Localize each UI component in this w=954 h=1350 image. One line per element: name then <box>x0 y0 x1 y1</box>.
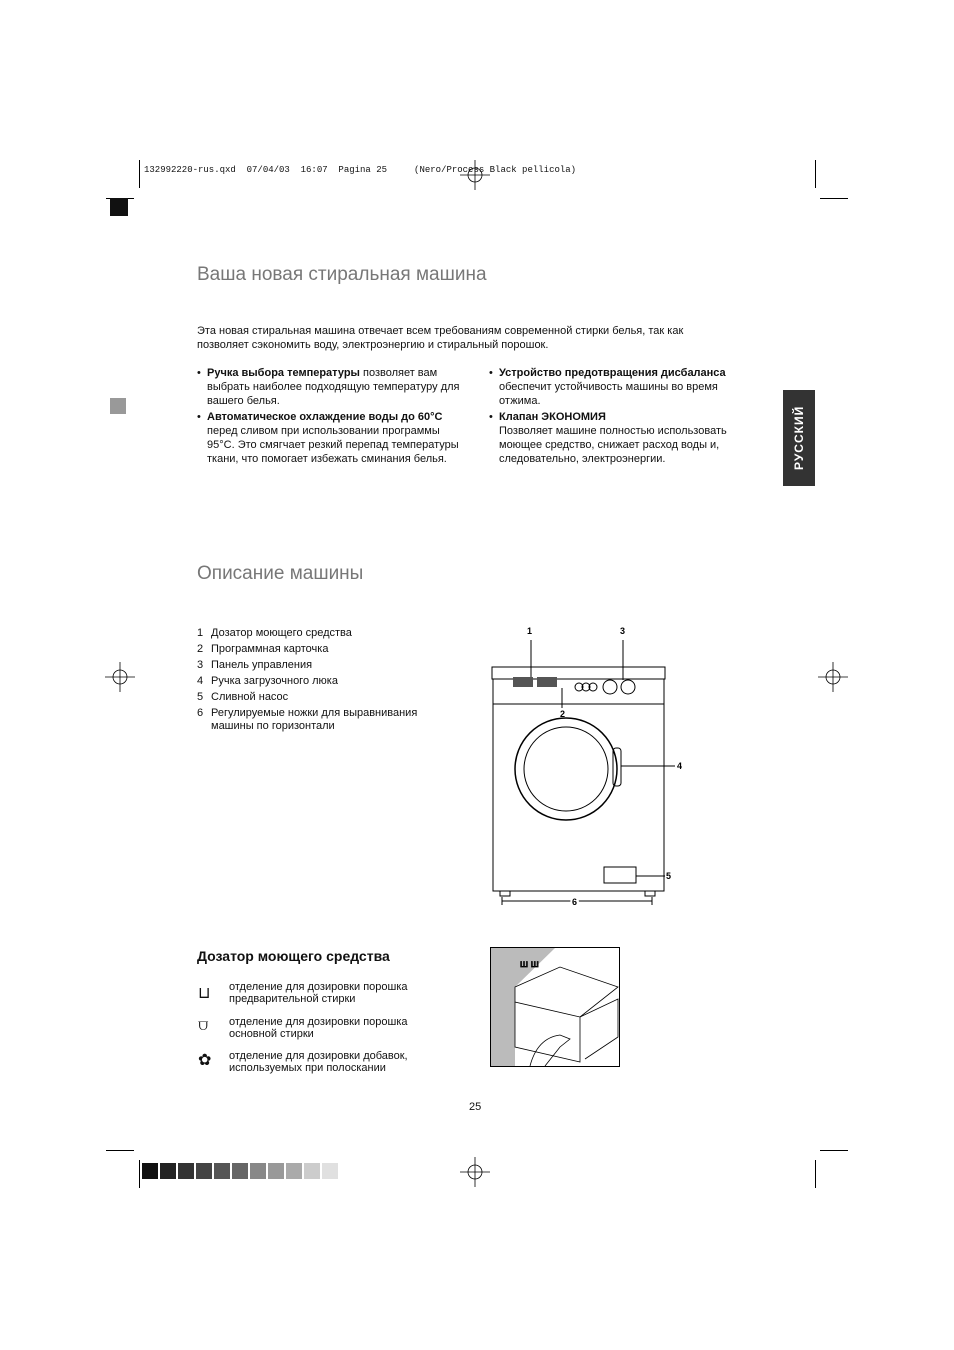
dispenser-item: отделение для дозировки порошка предварительной стирки <box>229 981 408 1005</box>
color-swatch <box>268 1163 284 1179</box>
page-number: 25 <box>469 1101 482 1113</box>
parts-list <box>197 625 441 733</box>
list-item: 6 Регулируемые ножки для выравнивания машины по горизонтали <box>197 707 418 732</box>
section-title-description: Описание машины <box>197 563 364 584</box>
color-swatch <box>160 1163 176 1179</box>
softener-flower-icon: ✿ <box>198 1052 212 1069</box>
color-swatch <box>286 1163 302 1179</box>
list-item: 1 Дозатор моющего средства <box>197 627 352 639</box>
dispenser-illustration <box>490 947 620 1067</box>
callout-6: 6 <box>572 897 578 907</box>
prewash-compartment-icon: ⊔ <box>198 985 211 1002</box>
registration-mark-icon <box>460 1157 490 1187</box>
list-item: 5 Сливной насос <box>197 691 289 703</box>
intro-paragraph: Эта новая стиральная машина отвечает всем требованиям современной стирки белья, так как позволяет сэкономить воду, электроэнергию и стиральный порошок. <box>197 325 684 351</box>
callout-5: 5 <box>666 871 672 881</box>
color-swatch <box>232 1163 248 1179</box>
grey-square <box>110 398 126 414</box>
feature-item: • Автоматическое охлаждение воды до 60°C перед сливом при использовании программы 95°C. Это смягчает резкий перепад температуры ткани, что помогает избежать сминания белья. <box>197 410 467 466</box>
color-swatch <box>178 1163 194 1179</box>
list-item: 3 Панель управления <box>197 659 313 671</box>
print-slug: 132992220-rus.qxd 07/04/03 16:07 Pagina 25 (Nero/Process Black pellicola) <box>144 165 577 175</box>
dispenser-item: отделение для дозировки добавок, используемых при полоскании <box>229 1050 408 1074</box>
washing-machine-diagram <box>480 620 690 915</box>
callout-4: 4 <box>677 761 683 771</box>
dispenser-item: отделение для дозировки порошка основной стирки <box>229 1016 408 1040</box>
list-item: 4 Ручка загрузочного люка <box>197 675 338 687</box>
color-swatch <box>196 1163 212 1179</box>
svg-text:ш ш: ш ш <box>520 959 539 970</box>
color-swatch <box>322 1163 338 1179</box>
callout-1: 1 <box>527 626 533 636</box>
main-wash-compartment-icon: ⩌ <box>198 1017 209 1034</box>
callout-3: 3 <box>620 626 626 636</box>
registration-mark-icon <box>818 662 848 692</box>
color-swatch <box>142 1163 158 1179</box>
feature-item: • Клапан ЭКОНОМИЯ Позволяет машине полностью использовать моющее средство, снижает расход воды и, следовательно, электроэнергии. <box>489 410 749 466</box>
section-title-dispenser: Дозатор моющего средства <box>197 948 390 964</box>
feature-item: • Ручка выбора температуры позволяет вам выбрать наиболее подходящую температуру для вашего белья. <box>197 366 467 408</box>
language-tab: РУССКИЙ <box>783 390 815 486</box>
list-item: 2 Программная карточка <box>197 643 329 655</box>
color-swatch <box>250 1163 266 1179</box>
registration-mark-icon <box>105 662 135 692</box>
registration-square <box>110 198 128 216</box>
color-swatch <box>304 1163 320 1179</box>
color-swatch <box>214 1163 230 1179</box>
callout-2: 2 <box>560 709 566 719</box>
feature-item: • Устройство предотвращения дисбаланса обеспечит устойчивость машины во время отжима. <box>489 366 749 408</box>
section-title-new-machine: Ваша новая стиральная машина <box>197 264 487 285</box>
